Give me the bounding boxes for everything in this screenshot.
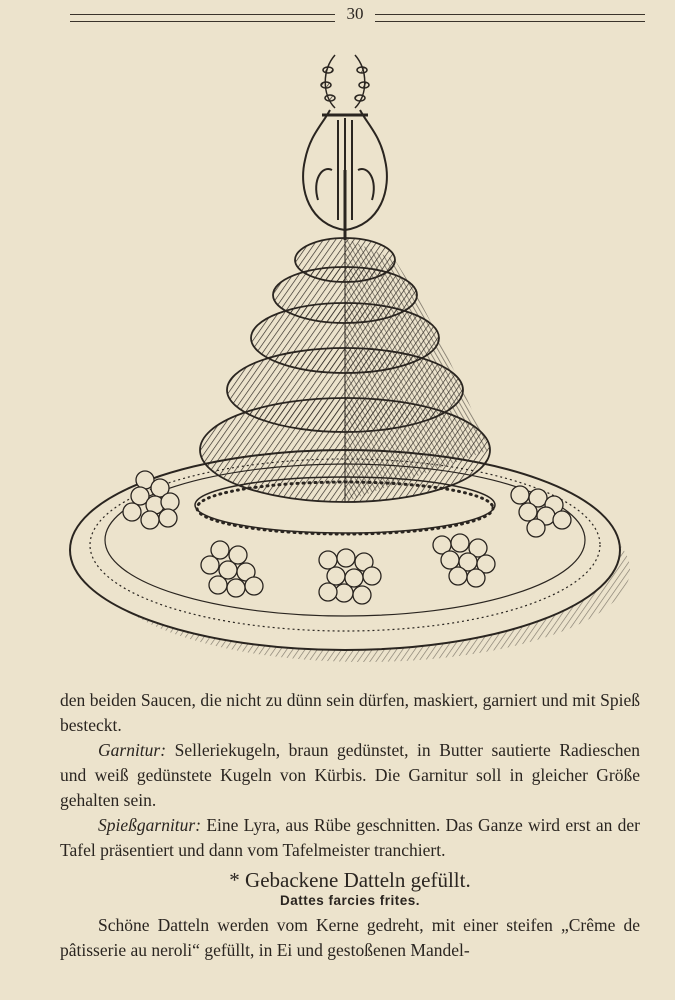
paragraph-spiessgarnitur — [60, 813, 640, 863]
body-text — [60, 688, 640, 863]
paragraph-garnitur — [60, 738, 640, 813]
garnitur-text: Selleriekugeln, braun gedünstet, in Butter sautierte Radieschen und weiß gedünstete Kugeln von Kürbis. Die Garnitur soll in gleicher Größe gehalten sein. — [60, 740, 640, 810]
laurel-wreath — [321, 55, 369, 108]
header-rule-left — [70, 14, 335, 22]
paragraph-continuation: den beiden Saucen, die nicht zu dünn sein dürfen, maskiert, garniert und mit Spieß besteckt. — [60, 690, 640, 735]
recipe-subtitle: Dattes farcies frites. — [279, 893, 421, 908]
garnitur-label: Garnitur: — [98, 740, 167, 760]
recipe-text: Schöne Datteln werden vom Kerne gedreht, mit einer steifen „Crême de pâtisserie au neroli“ gefüllt, in Ei und gestoßenen Mandel- — [60, 915, 640, 960]
header-rule-right — [375, 14, 645, 22]
dish-illustration — [60, 40, 640, 670]
page-number: 30 — [346, 4, 364, 23]
recipe-body — [60, 913, 640, 963]
lyre — [303, 110, 387, 230]
spiessgarnitur-label: Spießgarnitur: — [98, 815, 202, 835]
recipe-title: * Gebackene Datteln gefüllt. — [229, 868, 471, 892]
spiessgarnitur-text: Eine Lyra, aus Rübe geschnitten. Das Ganze wird erst an der Tafel präsentiert und dann vom Tafelmeister tranchiert. — [60, 815, 640, 860]
